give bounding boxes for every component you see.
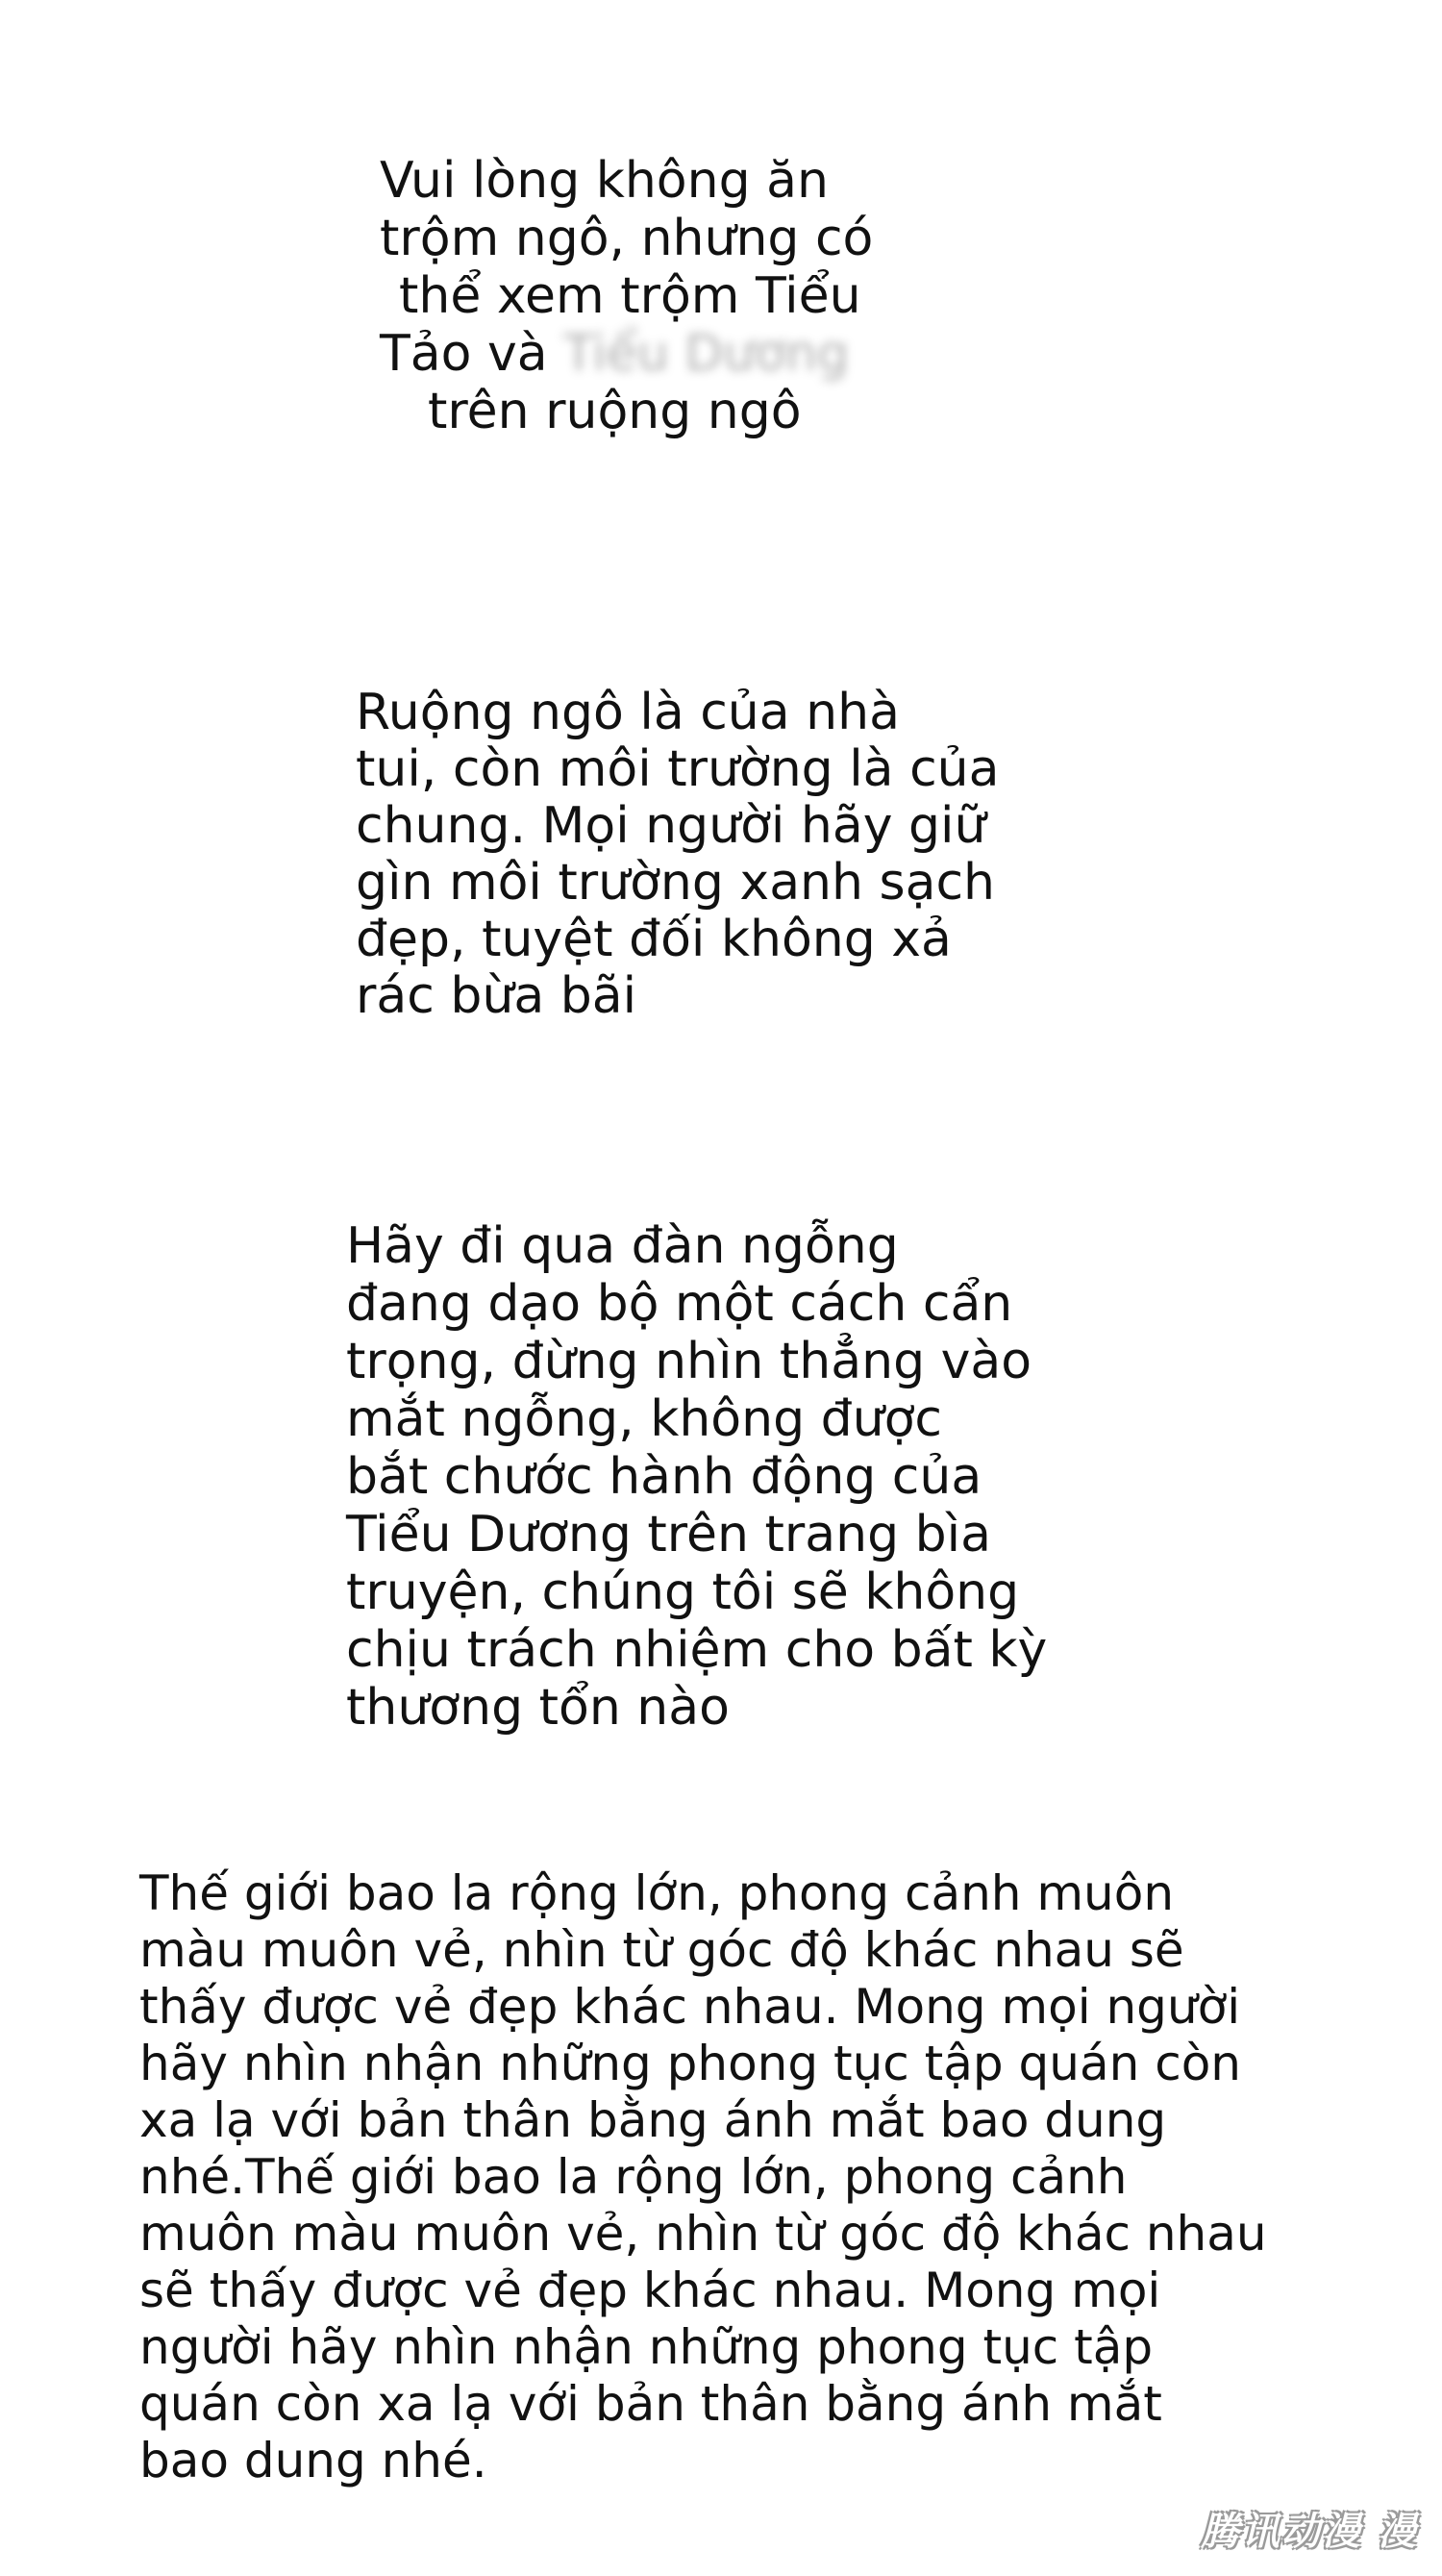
notice-line-with-blur	[380, 325, 1072, 383]
notice-line: thương tổn nào	[346, 1679, 730, 1737]
notice-line: đẹp, tuyệt đối không xả	[356, 911, 952, 968]
blurred-name: Tiểu Dương	[563, 325, 850, 383]
notice-line: sẽ thấy được vẻ đẹp khác nhau. Mong mọi	[139, 2263, 1161, 2318]
notice-line: quán còn xa lạ với bản thân bằng ánh mắt	[139, 2376, 1162, 2432]
notice-line: thể xem trộm Tiểu	[399, 267, 861, 325]
notice-line: trộm ngô, nhưng có	[380, 210, 874, 267]
notice-line: xa lạ với bản thân bằng ánh mắt bao dung	[139, 2092, 1167, 2148]
notice-line: bắt chước hành động của	[346, 1448, 982, 1506]
notice-line: hãy nhìn nhận những phong tục tập quán còn	[139, 2036, 1241, 2091]
notice-line: truyện, chúng tôi sẽ không	[346, 1563, 1020, 1621]
notice-line: rác bừa bãi	[356, 967, 637, 1025]
notice-line: người hãy nhìn nhận những phong tục tập	[139, 2319, 1154, 2375]
notice-line: Thế giới bao la rộng lớn, phong cảnh muôn	[139, 1865, 1175, 1921]
notice-line: gìn môi trường xanh sạch	[356, 854, 996, 912]
notice-line: trọng, đừng nhìn thẳng vào	[346, 1333, 1032, 1390]
notice-line: Vui lòng không ăn	[380, 152, 829, 210]
notice-environment	[356, 685, 1086, 1025]
notice-line: bao dung nhé.	[139, 2433, 487, 2488]
notice-line: nhé.Thế giới bao la rộng lớn, phong cảnh	[139, 2149, 1128, 2205]
notice-line: Hãy đi qua đàn ngỗng	[346, 1217, 899, 1275]
notice-line: Tảo và	[380, 325, 564, 383]
notice-corn-theft	[380, 152, 1072, 440]
notice-line: mắt ngỗng, không được	[346, 1390, 942, 1448]
notice-line: tui, còn môi trường là của	[356, 740, 1000, 798]
notice-line: chung. Mọi người hãy giữ	[356, 797, 986, 855]
notice-line: Tiểu Dương trên trang bìa	[346, 1506, 991, 1563]
notice-line: Ruộng ngô là của nhà	[356, 684, 900, 741]
notice-line: trên ruộng ngô	[428, 383, 802, 440]
notice-world-customs	[139, 1865, 1389, 2489]
notice-geese	[346, 1217, 1134, 1737]
notice-line: thấy được vẻ đẹp khác nhau. Mong mọi người	[139, 1979, 1241, 2035]
notice-line: đang dạo bộ một cách cẩn	[346, 1275, 1013, 1333]
notice-line: chịu trách nhiệm cho bất kỳ	[346, 1621, 1048, 1679]
watermark-logo: 腾讯动漫 漫	[1201, 2509, 1418, 2554]
notice-line: muôn màu muôn vẻ, nhìn từ góc độ khác nhau	[139, 2206, 1267, 2262]
notice-line: màu muôn vẻ, nhìn từ góc độ khác nhau sẽ	[139, 1922, 1184, 1978]
